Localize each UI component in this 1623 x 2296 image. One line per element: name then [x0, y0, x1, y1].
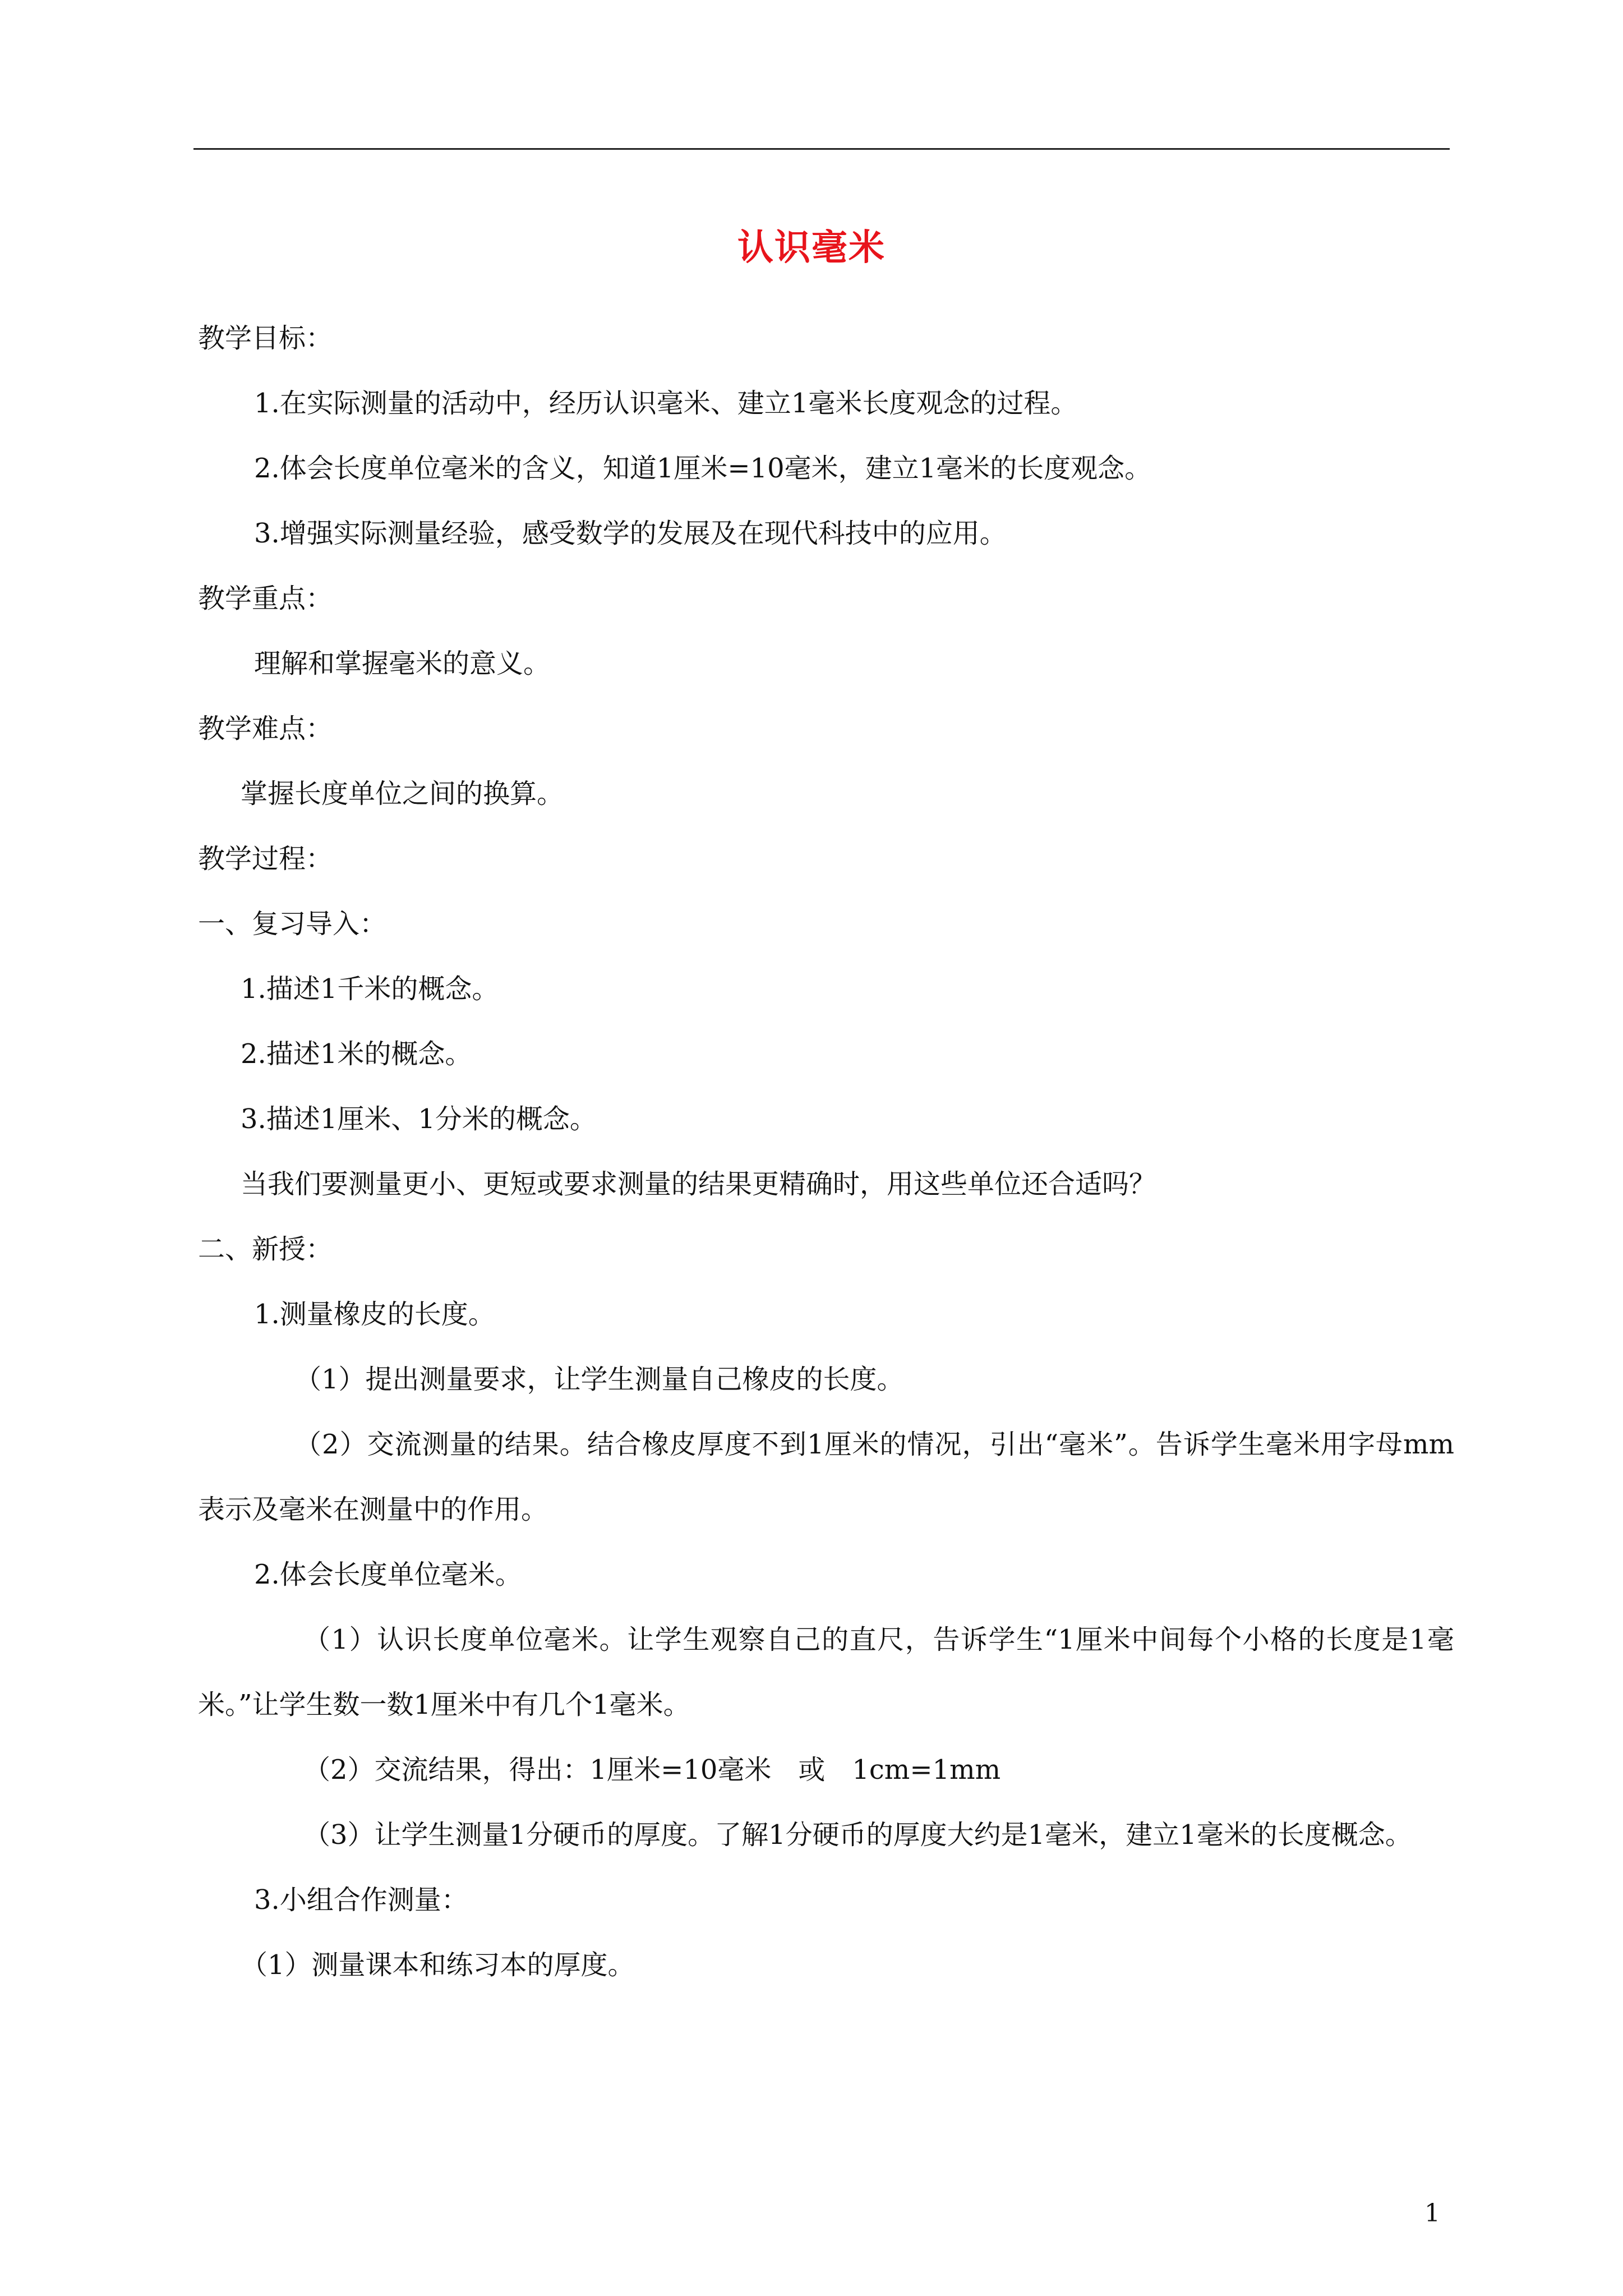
- review-question: 当我们要测量更小、更短或要求测量的结果更精确时，用这些单位还合适吗？: [241, 1168, 1156, 1200]
- objective-item: 2.体会长度单位毫米的含义，知道1厘米=10毫米，建立1毫米的长度观念。: [254, 453, 1152, 484]
- section-heading-process: 教学过程：: [198, 843, 333, 875]
- objective-item: 3.增强实际测量经验，感受数学的发展及在现代科技中的应用。: [254, 518, 1007, 549]
- review-item: 1.描述1千米的概念。: [241, 973, 499, 1005]
- lesson-step: 1.测量橡皮的长度。: [254, 1299, 495, 1330]
- lesson-substep: （2）交流测量的结果。结合橡皮厚度不到1厘米的情况，引出“毫米”。告诉学生毫米用字母mm表示及毫米在测量中的作用。: [198, 1429, 1454, 1525]
- difficulty-text: 掌握长度单位之间的换算。: [241, 778, 564, 809]
- section-heading-objectives: 教学目标：: [198, 323, 333, 354]
- section-heading-difficulties: 教学难点：: [198, 713, 333, 744]
- lesson-substep: （2）交流结果，得出：1厘米=10毫米 或 1cm=1mm: [303, 1754, 1001, 1786]
- lesson-substep: （1）认识长度单位毫米。让学生观察自己的直尺，告诉学生“1厘米中间每个小格的长度是1毫米。”让学生数一数1厘米中有几个1毫米。: [198, 1624, 1454, 1720]
- subsection-heading-review: 一、复习导入：: [198, 908, 387, 940]
- section-heading-key-points: 教学重点：: [198, 583, 333, 614]
- document-body: [198, 306, 1454, 1998]
- lesson-substep: （1）测量课本和练习本的厚度。: [241, 1949, 635, 1981]
- subsection-heading-new-lesson: 二、新授：: [198, 1234, 333, 1265]
- header-rule: [193, 148, 1450, 150]
- page-title: 认识毫米: [737, 227, 886, 269]
- review-item: 3.描述1厘米、1分米的概念。: [241, 1103, 597, 1135]
- key-point-text: 理解和掌握毫米的意义。: [254, 648, 551, 679]
- lesson-step: 3.小组合作测量：: [254, 1884, 468, 1916]
- lesson-substep: （3）让学生测量1分硬币的厚度。了解1分硬币的厚度大约是1毫米，建立1毫米的长度概念。: [303, 1819, 1412, 1851]
- review-item: 2.描述1米的概念。: [241, 1038, 472, 1070]
- lesson-substep: （1）提出测量要求，让学生测量自己橡皮的长度。: [294, 1364, 904, 1395]
- page-number: 1: [1424, 2199, 1440, 2228]
- objective-item: 1.在实际测量的活动中，经历认识毫米、建立1毫米长度观念的过程。: [254, 388, 1078, 419]
- lesson-step: 2.体会长度单位毫米。: [254, 1559, 522, 1590]
